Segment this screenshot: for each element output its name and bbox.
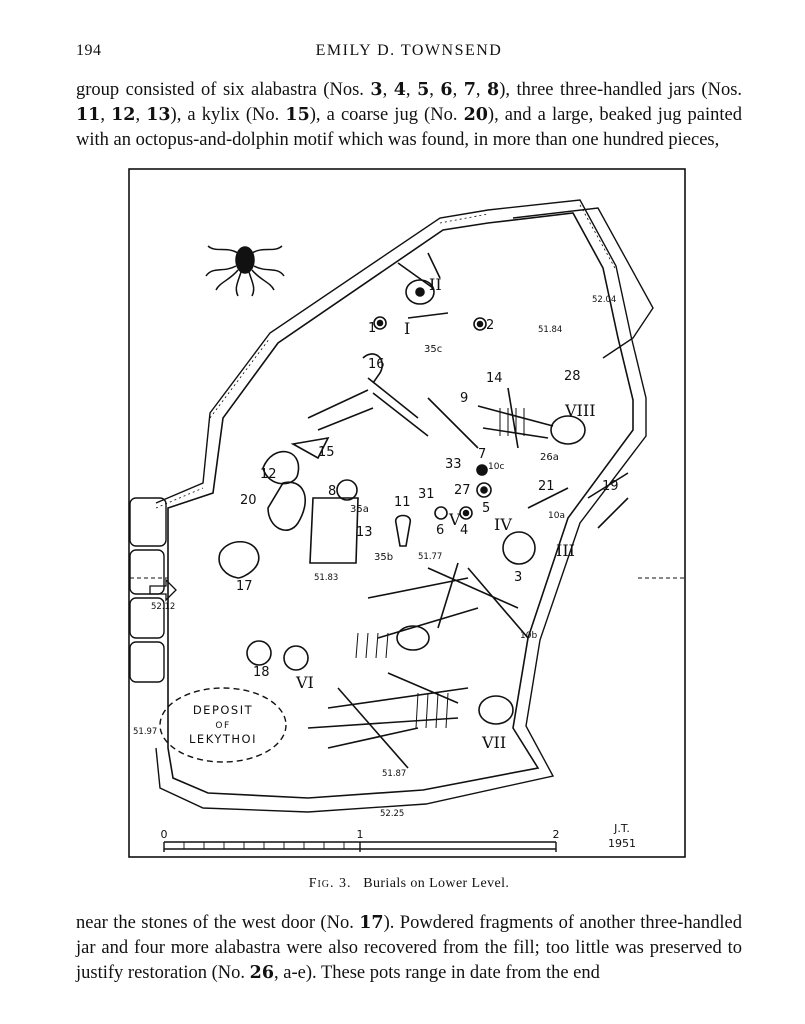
object-number: 11 xyxy=(76,105,101,125)
burial-label: I xyxy=(404,319,411,338)
level-label: 51.87 xyxy=(382,769,407,779)
figure-caption-label: Fig. 3. xyxy=(308,876,352,891)
object-number: 3 xyxy=(370,80,383,100)
object-label: 35b xyxy=(374,552,394,563)
scale-bar xyxy=(164,842,556,852)
text-run: ), and a large, beaked jug painted with an octopus-and-dolphin motif which was found, in more than one hundred pieces, xyxy=(76,105,742,150)
level-label: 52.12 xyxy=(151,602,176,612)
text-run: , xyxy=(475,80,488,100)
object-label: 26a xyxy=(540,452,559,463)
scale-label-1: 1 xyxy=(356,828,364,841)
text-run: ), three three-handled jars (Nos. xyxy=(499,80,743,100)
object-number: 26 xyxy=(249,963,275,983)
object-number: 15 xyxy=(285,105,310,125)
burial-label: VI xyxy=(296,673,314,692)
level-label: 51.97 xyxy=(133,727,158,737)
running-head: EMILY D. TOWNSEND xyxy=(315,42,503,59)
text-run: ), a coarse jug (No. xyxy=(309,105,464,125)
text-run: group consisted of six alabastra (Nos. xyxy=(76,80,371,100)
level-label: 51.83 xyxy=(314,573,339,583)
object-label: 2 xyxy=(486,318,495,333)
object-number: 4 xyxy=(393,80,406,100)
signature-year: 1951 xyxy=(608,837,636,850)
object-label: 20 xyxy=(240,493,257,508)
object-label: 14 xyxy=(486,371,503,386)
object-number: 20 xyxy=(463,105,488,125)
burial-label: III xyxy=(556,541,575,560)
signature-initials: J.T. xyxy=(614,822,630,835)
skeleton-burial-VI xyxy=(356,563,528,658)
object-label: 28 xyxy=(564,369,581,384)
text-run: , xyxy=(100,105,112,125)
object-number: 7 xyxy=(463,80,476,100)
figure-border xyxy=(129,169,685,857)
object-label: 27 xyxy=(454,483,471,498)
text-run: , xyxy=(135,105,147,125)
object-label: 4 xyxy=(460,523,469,538)
object-label: 9 xyxy=(460,391,469,406)
page-header xyxy=(76,42,742,68)
bottom-paragraph xyxy=(76,911,742,986)
object-label: 7 xyxy=(478,447,487,462)
burial-label: VIII xyxy=(565,401,596,420)
object-label: 11 xyxy=(394,495,411,510)
skeleton-burial-VIII xyxy=(308,378,585,448)
page-number: 194 xyxy=(76,42,102,59)
burial-label: II xyxy=(429,275,442,294)
object-label: 10c xyxy=(488,462,505,472)
text-run: , xyxy=(429,80,441,100)
level-label: 51.84 xyxy=(538,325,563,335)
object-label: 21 xyxy=(538,479,555,494)
burial-label: V xyxy=(449,510,461,529)
figure-plan xyxy=(128,168,686,858)
object-label: 19 xyxy=(602,479,619,494)
text-run: near the stones of the west door (No. xyxy=(76,913,360,933)
figure-caption-text: Burials on Lower Level. xyxy=(363,876,510,891)
object-label: 8 xyxy=(328,484,337,499)
burial-label: IV xyxy=(494,515,512,534)
text-run: , xyxy=(452,80,464,100)
object-label: 35c xyxy=(424,344,443,355)
burial-label: VII xyxy=(482,733,507,752)
text-run: , xyxy=(405,80,418,100)
object-label: 1 xyxy=(368,321,377,336)
level-label: 51.77 xyxy=(418,552,443,562)
object-label: 13 xyxy=(356,525,373,540)
level-label: 52.04 xyxy=(592,295,617,305)
object-label: 15 xyxy=(318,445,335,460)
tomb-plan-drawing xyxy=(128,168,686,858)
object-number: 5 xyxy=(417,80,430,100)
level-label: 52.25 xyxy=(380,809,405,819)
object-label: 33 xyxy=(445,457,462,472)
top-paragraph xyxy=(76,78,742,153)
west-door-stones xyxy=(130,498,166,682)
object-label: 5 xyxy=(482,501,491,516)
deposit-label-line1: DEPOSIT xyxy=(192,703,254,717)
object-label: 16 xyxy=(368,357,385,372)
object-number: 13 xyxy=(146,105,171,125)
object-label: 35a xyxy=(350,504,369,515)
object-number: 6 xyxy=(440,80,453,100)
text-run: , a-e). These pots range in date from the end xyxy=(274,963,600,983)
text-run: ), a kylix (No. xyxy=(170,105,286,125)
figure-caption xyxy=(76,876,742,892)
object-label: 31 xyxy=(418,487,435,502)
plan-labels xyxy=(133,275,636,850)
object-number: 8 xyxy=(487,80,500,100)
deposit-label-line2: OF xyxy=(215,721,231,731)
text-run: ). Powdered fragments of another three-handled jar and four more alabastra were also recovered from the fill; too little was preserved to justify restoration (No. xyxy=(76,913,742,983)
object-label: 12 xyxy=(260,467,277,482)
octopus-motif-icon xyxy=(206,246,284,296)
object-label: 17 xyxy=(236,579,253,594)
scale-label-0: 0 xyxy=(160,828,168,841)
scale-label-2: 2 xyxy=(552,828,560,841)
object-number: 12 xyxy=(111,105,136,125)
object-number: 17 xyxy=(359,913,384,933)
object-label: 18 xyxy=(253,665,270,680)
object-label: 3 xyxy=(514,570,523,585)
text-run: , xyxy=(382,80,394,100)
skeleton-burial-VII xyxy=(308,673,513,768)
deposit-label-line3: LEKYTHOI xyxy=(189,732,257,746)
object-label: 10a xyxy=(548,511,565,521)
object-label: 6 xyxy=(436,523,445,538)
object-label: 10b xyxy=(520,631,538,641)
